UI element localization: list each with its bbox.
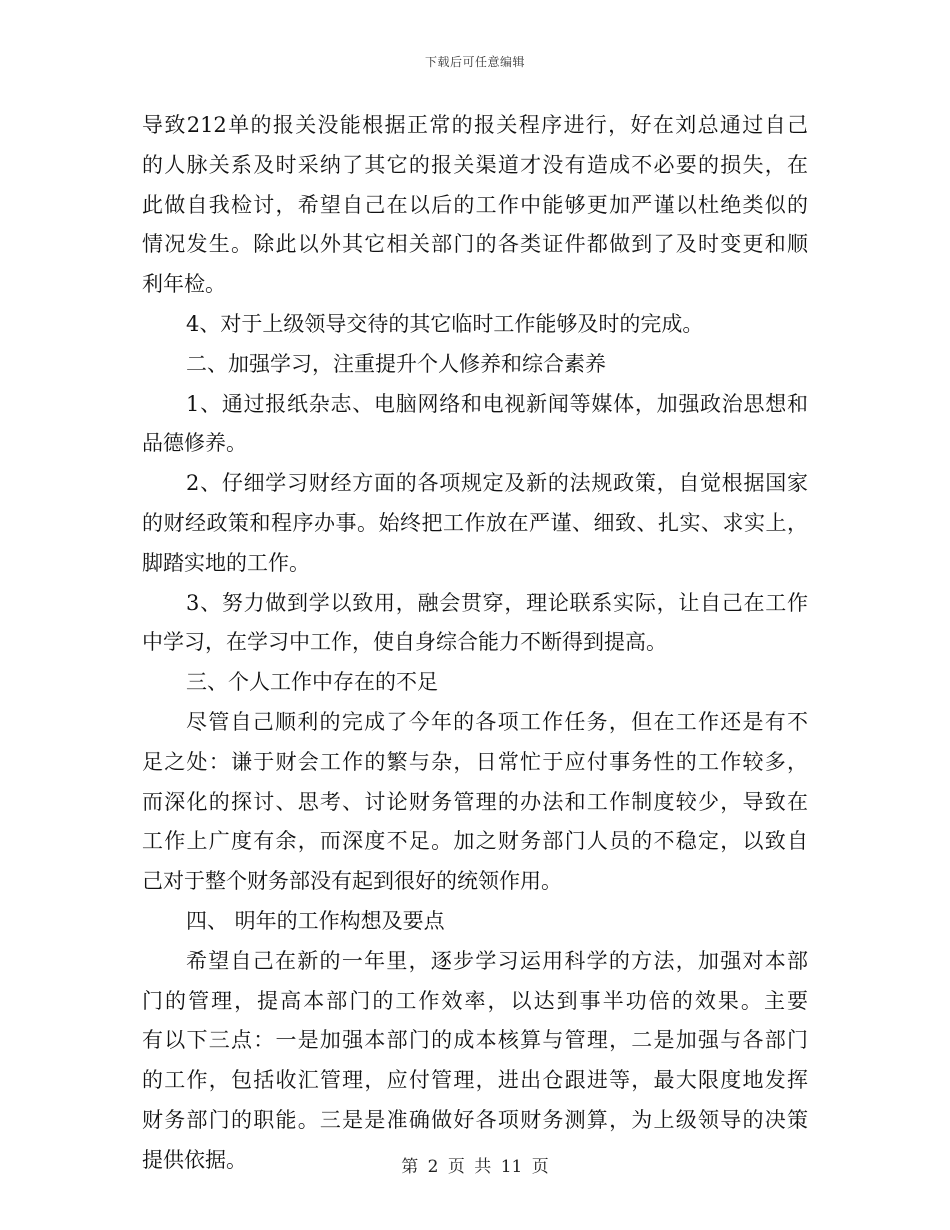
text-line: 中学习，在学习中工作，使自身综合能力不断得到提高。 bbox=[142, 630, 667, 655]
text-line: 情况发生。除此以外其它相关部门的各类证件都做到了及时变更和顺 bbox=[142, 232, 808, 257]
paragraph bbox=[142, 345, 808, 385]
paragraph bbox=[142, 106, 808, 305]
text-line: 的工作，包括收汇管理，应付管理，进出仓跟进等，最大限度地发挥 bbox=[142, 1068, 808, 1093]
text-line: 脚踏实地的工作。 bbox=[142, 550, 310, 575]
text-line: 利年检。 bbox=[142, 272, 226, 297]
paragraph bbox=[142, 385, 808, 465]
text-line: 尽管自己顺利的完成了今年的各项工作任务，但在工作还是有不 bbox=[186, 709, 808, 734]
paragraph bbox=[142, 584, 808, 664]
text-line: 二、加强学习，注重提升个人修养和综合素养 bbox=[186, 351, 606, 376]
text-line: 1、通过报纸杂志、电脑网络和电视新闻等媒体，加强政治思想和 bbox=[186, 391, 808, 416]
text-line: 工作上广度有余，而深度不足。加之财务部门人员的不稳定，以致自 bbox=[142, 829, 808, 854]
page-header: 下载后可任意编辑 bbox=[424, 55, 525, 69]
text-line: 己对于整个财务部没有起到很好的统领作用。 bbox=[142, 869, 562, 894]
paragraph bbox=[142, 663, 808, 703]
paragraph bbox=[142, 902, 808, 942]
text-line: 三、个人工作中存在的不足 bbox=[186, 670, 438, 695]
page-footer: 第 2 页 共 11 页 bbox=[401, 1157, 549, 1177]
paragraph bbox=[142, 464, 808, 583]
text-line: 而深化的探讨、思考、讨论财务管理的办法和工作制度较少，导致在 bbox=[142, 789, 808, 814]
paragraph bbox=[142, 305, 808, 345]
text-line: 希望自己在新的一年里，逐步学习运用科学的方法，加强对本部 bbox=[186, 948, 808, 973]
text-line: 有以下三点：一是加强本部门的成本核算与管理，二是加强与各部门 bbox=[142, 1028, 808, 1053]
text-line: 2、仔细学习财经方面的各项规定及新的法规政策，自觉根据国家 bbox=[186, 471, 808, 496]
text-line: 的人脉关系及时采纳了其它的报关渠道才没有造成不必要的损失，在 bbox=[142, 152, 808, 177]
text-line: 品德修养。 bbox=[142, 431, 247, 456]
text-line: 此做自我检讨，希望自己在以后的工作中能够更加严谨以杜绝类似的 bbox=[142, 192, 808, 217]
paragraph bbox=[142, 703, 808, 902]
text-line: 提供依据。 bbox=[142, 1147, 247, 1172]
paragraph bbox=[142, 942, 808, 1181]
text-line: 财务部门的职能。三是是准确做好各项财务测算，为上级领导的决策 bbox=[142, 1107, 808, 1132]
text-line: 门的管理，提高本部门的工作效率，以达到事半功倍的效果。主要 bbox=[142, 988, 808, 1013]
text-line: 四、 明年的工作构想及要点 bbox=[186, 908, 445, 933]
text-line: 导致212单的报关没能根据正常的报关程序进行，好在刘总通过自己 bbox=[142, 113, 808, 137]
text-line: 的财经政策和程序办事。始终把工作放在严谨、细致、扎实、求实上， bbox=[142, 510, 808, 535]
document-body bbox=[142, 106, 808, 1181]
text-line: 足之处：谦于财会工作的繁与杂，日常忙于应付事务性的工作较多， bbox=[142, 749, 808, 774]
text-line: 4、对于上级领导交待的其它临时工作能够及时的完成。 bbox=[186, 311, 704, 336]
text-line: 3、努力做到学以致用，融会贯穿，理论联系实际，让自己在工作 bbox=[186, 590, 808, 615]
